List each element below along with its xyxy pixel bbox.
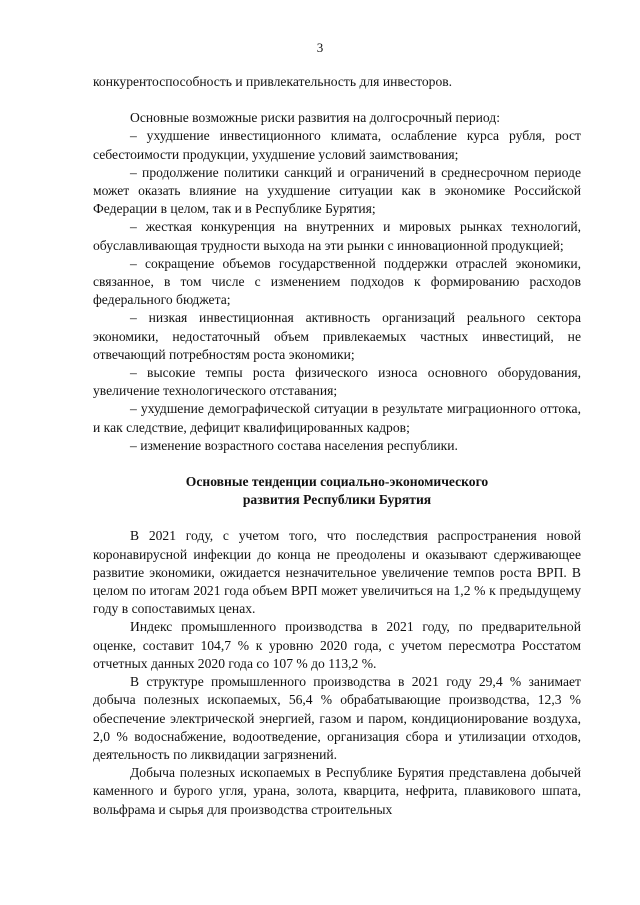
body-paragraph: Добыча полезных ископаемых в Республике Бурятия представлена добычей каменного и бурого угля, урана, золота, кварцита, нефрита, плавикового шпата, вольфрама и сырья для производства строительных xyxy=(93,765,581,817)
risk-item: – сокращение объемов государственной поддержки отраслей экономики, связанное, в том числе с изменением подходов к формированию расходов федерального бюджета; xyxy=(93,255,581,308)
body-paragraph: Индекс промышленного производства в 2021 году, по предварительной оценке, составит 104,7 % к уровню 2020 года, с учетом пересмотра Росстатом отчетных данных 2020 года со 107 % до 113,2 %. xyxy=(93,619,581,671)
risk-item: – низкая инвестиционная активность организаций реального сектора экономики, недостаточный объем привлекаемых частных инвестиций, не отвечающий потребностям роста экономики; xyxy=(93,310,581,362)
risk-item: – ухудшение демографической ситуации в результате миграционного оттока, и как следствие, дефицит квалифицированных кадров; xyxy=(93,401,581,435)
body-paragraph: В 2021 году, с учетом того, что последствия распространения новой коронавирусной инфекции до конца не преодолены и оказывают сдерживающее развитие экономики, ожидается незначительное увеличение темпов роста ВРП. В целом по итогам 2021 года объем ВРП может увеличиться на 1,2 % к предыдущему году в сопоставимых ценах. xyxy=(93,528,581,617)
risks-intro: Основные возможные риски развития на долгосрочный период: xyxy=(130,110,500,126)
body-paragraph: В структуре промышленного производства в 2021 году 29,4 % занимает добыча полезных ископаемых, 56,4 % обрабатывающие производства, 12,3 % обеспечение электрической энергией, газом и паром, кондиционирование воздуха, 2,0 % водоснабжение, водоотведение, организация сбора и утилизации отходов, деятельность по ликвидации загрязнений. xyxy=(93,674,581,762)
page-content xyxy=(93,73,581,819)
risk-item: – изменение возрастного состава населения республики. xyxy=(130,437,458,453)
section-heading-line-2: развития Республики Бурятия xyxy=(242,492,432,508)
risk-item: – ухудшение инвестиционного климата, ослабление курса рубля, рост себестоимости продукции, ухудшение условий заимствования; xyxy=(93,128,581,162)
section-heading-line-1: Основные тенденции социально-экономического xyxy=(185,474,489,490)
paragraph-top: конкурентоспособность и привлекательность для инвесторов. xyxy=(93,74,453,89)
risk-item: – жесткая конкуренция на внутренних и мировых рынках технологий, обуславливающая трудности выхода на эти рынки с инновационной продукцией; xyxy=(93,219,581,253)
risk-item: – высокие темпы роста физического износа основного оборудования, увеличение технологического отставания; xyxy=(93,365,581,399)
page-number: 3 xyxy=(316,40,324,55)
risk-item: – продолжение политики санкций и ограничений в среднесрочном периоде может оказать влияние на ухудшение ситуации как в экономике Российской Федерации в целом, так и в Республике Бурятия; xyxy=(93,164,581,217)
